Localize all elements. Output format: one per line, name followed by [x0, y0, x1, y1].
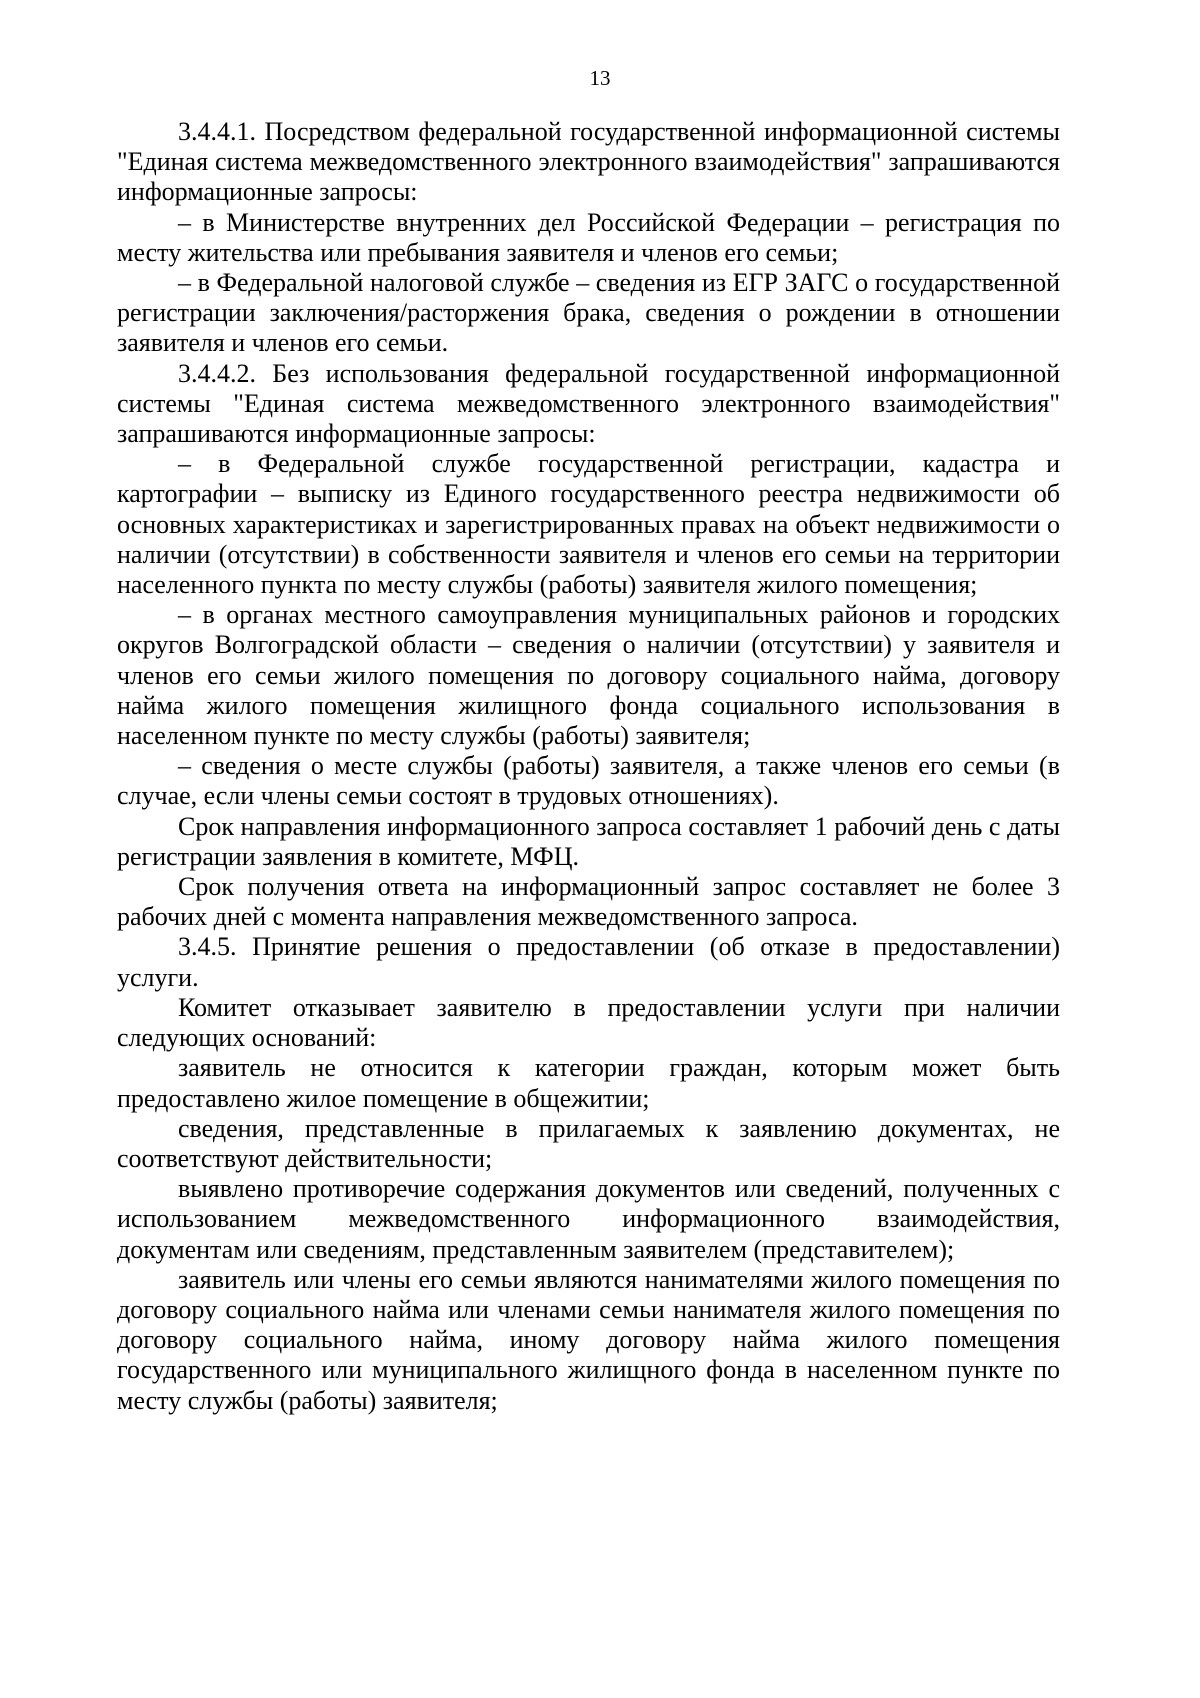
paragraph-3-4-4-1: 3.4.4.1. Посредством федеральной государственной информационной системы "Единая система межведомственного электронного взаимодействия" запрашиваются информационные запросы: [117, 117, 1060, 207]
refusal-ground-category: заявитель не относится к категории граждан, которым может быть предоставлено жилое помещение в общежитии; [117, 1053, 1060, 1113]
refusal-ground-contradiction: выявлено противоречие содержания документов или сведений, полученных с использованием межведомственного информационного взаимодействия, документам или сведениям, представленным заявителем (представителем); [117, 1174, 1060, 1264]
page-number: 13 [589, 66, 611, 90]
list-item-fns: – в Федеральной налоговой службе – сведения из ЕГР ЗАГС о государственной регистрации заключения/расторжения брака, сведения о рождении в отношении заявителя и членов его семьи. [117, 268, 1060, 358]
list-item-rosreestr: – в Федеральной службе государственной регистрации, кадастра и картографии – выписку из Единого государственного реестра недвижимости об основных характеристиках и зарегистрированных правах на объект недвижимости о наличии (отсутствии) в собственности заявителя и членов его семьи на территории населенного пункта по месту службы (работы) заявителя жилого помещения; [117, 449, 1060, 600]
paragraph-request-deadline: Срок направления информационного запроса составляет 1 рабочий день с даты регистрации заявления в комитете, МФЦ. [117, 811, 1060, 871]
paragraph-3-4-4-2: 3.4.4.2. Без использования федеральной государственной информационной системы "Единая система межведомственного электронного взаимодействия" запрашиваются информационные запросы: [117, 358, 1060, 449]
paragraph-refusal-grounds: Комитет отказывает заявителю в предоставлении услуги при наличии следующих оснований: [117, 992, 1060, 1053]
paragraph-response-deadline: Срок получения ответа на информационный запрос составляет не более 3 рабочих дней с момента направления межведомственного запроса. [117, 872, 1060, 932]
refusal-ground-false-info: сведения, представленные в прилагаемых к заявлению документах, не соответствуют действительности; [117, 1113, 1060, 1173]
document-body [117, 117, 1060, 1416]
list-item-place-of-service: – сведения о месте службы (работы) заявителя, а также членов его семьи (в случае, если члены семьи состоят в трудовых отношениях). [117, 751, 1060, 811]
refusal-ground-existing-tenancy: заявитель или члены его семьи являются нанимателями жилого помещения по договору социального найма или членами семьи нанимателя жилого помещения по договору социального найма, иному договору найма жилого помещения государственного или муниципального жилищного фонда в населенном пункте по месту службы (работы) заявителя; [117, 1264, 1060, 1415]
list-item-mvd: – в Министерстве внутренних дел Российской Федерации – регистрация по месту жительства или пребывания заявителя и членов его семьи; [117, 207, 1060, 267]
list-item-local-government: – в органах местного самоуправления муниципальных районов и городских округов Волгоградской области – сведения о наличии (отсутствии) у заявителя и членов его семьи жилого помещения по договору социального найма, договору найма жилого помещения жилищного фонда социального использования в населенном пункте по месту службы (работы) заявителя; [117, 600, 1060, 751]
paragraph-3-4-5: 3.4.5. Принятие решения о предоставлении (об отказе в предоставлении) услуги. [117, 932, 1060, 992]
